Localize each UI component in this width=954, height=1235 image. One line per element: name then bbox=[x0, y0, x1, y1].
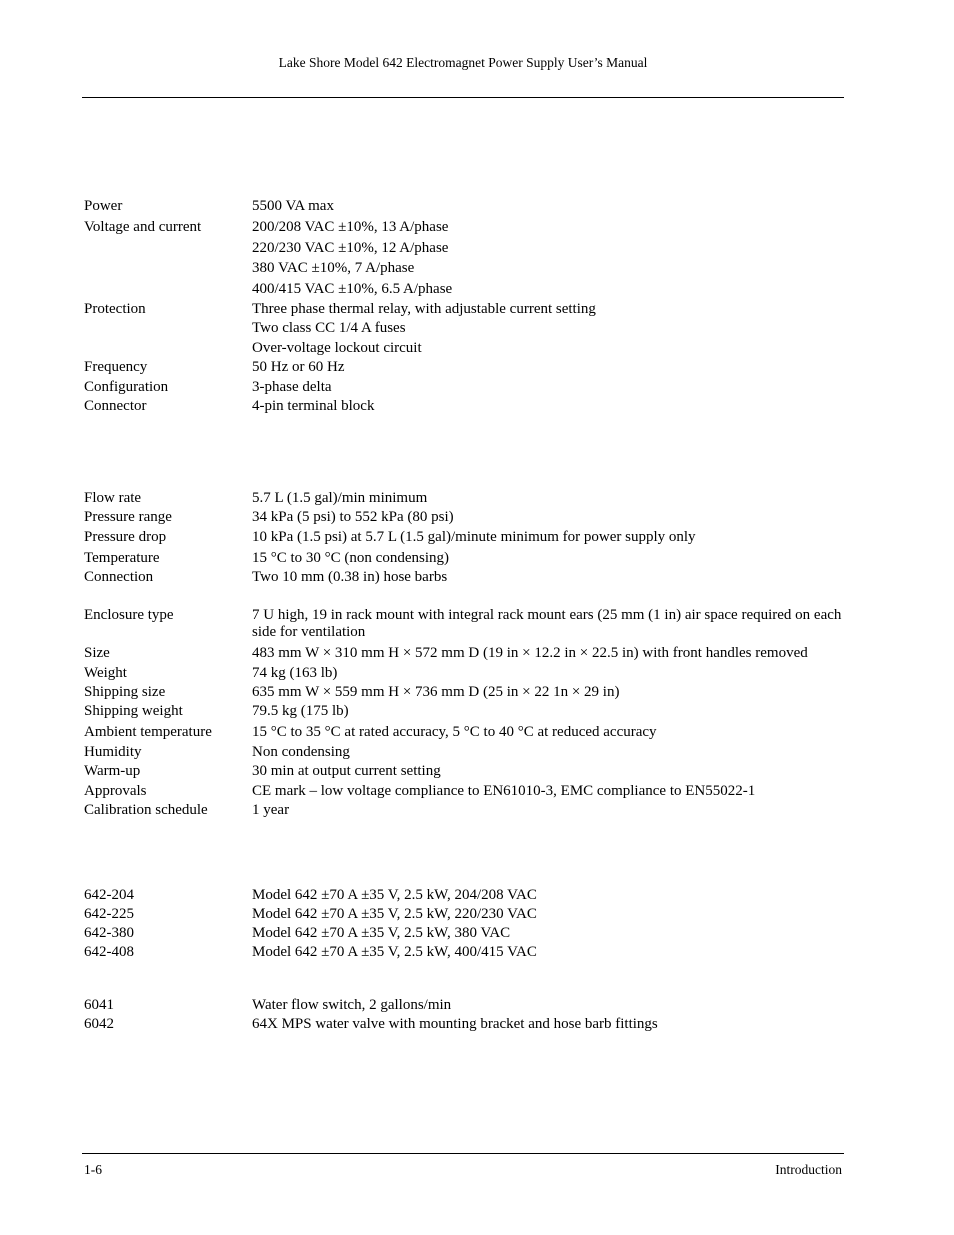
spec-value: 220/230 VAC ±10%, 12 A/phase bbox=[252, 240, 449, 256]
spec-value: 1 year bbox=[252, 802, 290, 818]
spec-label: Power bbox=[84, 198, 123, 214]
spec-label: Connector bbox=[84, 398, 147, 414]
spec-label: Pressure range bbox=[84, 509, 172, 525]
spec-label: Approvals bbox=[84, 783, 147, 799]
running-header: Lake Shore Model 642 Electromagnet Power Supply User’s Manual bbox=[278, 55, 648, 70]
spec-value: 483 mm W × 310 mm H × 572 mm D (19 in × 12.2 in × 22.5 in) with front handles removed bbox=[252, 645, 808, 661]
spec-value: 30 min at output current setting bbox=[252, 763, 441, 779]
spec-value: 635 mm W × 559 mm H × 736 mm D (25 in × 22 1n × 29 in) bbox=[252, 684, 620, 700]
spec-value: 15 °C to 30 °C (non condensing) bbox=[252, 550, 449, 566]
model-description: Model 642 ±70 A ±35 V, 2.5 kW, 220/230 VAC bbox=[252, 906, 537, 922]
spec-value: 79.5 kg (175 lb) bbox=[252, 703, 349, 719]
spec-value: Three phase thermal relay, with adjustable current setting bbox=[252, 301, 596, 317]
spec-value: 380 VAC ±10%, 7 A/phase bbox=[252, 260, 415, 276]
spec-value: Two class CC 1/4 A fuses bbox=[252, 320, 406, 336]
spec-value: CE mark – low voltage compliance to EN61010-3, EMC compliance to EN55022-1 bbox=[252, 783, 756, 799]
spec-label: Weight bbox=[84, 665, 127, 681]
spec-label: Humidity bbox=[84, 744, 142, 760]
spec-value: 400/415 VAC ±10%, 6.5 A/phase bbox=[252, 281, 453, 297]
spec-label: Warm-up bbox=[84, 763, 141, 779]
section-name: Introduction bbox=[775, 1162, 842, 1177]
spec-label: Frequency bbox=[84, 359, 148, 375]
accessory-description: 64X MPS water valve with mounting bracket and hose barb fittings bbox=[252, 1016, 658, 1032]
spec-value: 7 U high, 19 in rack mount with integral rack mount ears (25 mm (1 in) air space required on each side for ventilation bbox=[252, 607, 842, 640]
spec-value: 50 Hz or 60 Hz bbox=[252, 359, 345, 375]
page-number: 1-6 bbox=[84, 1162, 102, 1177]
spec-label: Ambient temperature bbox=[84, 724, 212, 740]
model-description: Model 642 ±70 A ±35 V, 2.5 kW, 204/208 VAC bbox=[252, 887, 537, 903]
header-rule bbox=[82, 97, 844, 98]
spec-label: Protection bbox=[84, 301, 146, 317]
spec-value: 5500 VA max bbox=[252, 198, 334, 214]
model-description: Model 642 ±70 A ±35 V, 2.5 kW, 380 VAC bbox=[252, 925, 511, 941]
spec-value: 10 kPa (1.5 psi) at 5.7 L (1.5 gal)/minute minimum for power supply only bbox=[252, 529, 696, 545]
spec-label: Configuration bbox=[84, 379, 169, 395]
spec-label: Shipping weight bbox=[84, 703, 183, 719]
spec-value: 3-phase delta bbox=[252, 379, 332, 395]
spec-value: 200/208 VAC ±10%, 13 A/phase bbox=[252, 219, 449, 235]
footer-rule bbox=[82, 1153, 844, 1154]
model-number: 642-408 bbox=[84, 944, 134, 960]
spec-label: Calibration schedule bbox=[84, 802, 208, 818]
accessory-number: 6041 bbox=[84, 997, 114, 1013]
spec-value: Non condensing bbox=[252, 744, 350, 760]
model-description: Model 642 ±70 A ±35 V, 2.5 kW, 400/415 VAC bbox=[252, 944, 537, 960]
spec-value: 74 kg (163 lb) bbox=[252, 665, 338, 681]
spec-label: Voltage and current bbox=[84, 219, 202, 235]
spec-value: 34 kPa (5 psi) to 552 kPa (80 psi) bbox=[252, 509, 454, 525]
spec-label: Flow rate bbox=[84, 490, 142, 506]
spec-value: 5.7 L (1.5 gal)/min minimum bbox=[252, 490, 428, 506]
spec-value: 15 °C to 35 °C at rated accuracy, 5 °C to 40 °C at reduced accuracy bbox=[252, 724, 657, 740]
spec-label: Connection bbox=[84, 569, 154, 585]
spec-label: Pressure drop bbox=[84, 529, 167, 545]
spec-label: Size bbox=[84, 645, 110, 661]
spec-label: Temperature bbox=[84, 550, 160, 566]
model-number: 642-204 bbox=[84, 887, 134, 903]
spec-label: Enclosure type bbox=[84, 607, 174, 623]
model-number: 642-225 bbox=[84, 906, 134, 922]
spec-value: Two 10 mm (0.38 in) hose barbs bbox=[252, 569, 448, 585]
spec-value: 4-pin terminal block bbox=[252, 398, 375, 414]
model-number: 642-380 bbox=[84, 925, 134, 941]
accessory-description: Water flow switch, 2 gallons/min bbox=[252, 997, 452, 1013]
spec-label: Shipping size bbox=[84, 684, 166, 700]
spec-value: Over-voltage lockout circuit bbox=[252, 340, 422, 356]
accessory-number: 6042 bbox=[84, 1016, 114, 1032]
